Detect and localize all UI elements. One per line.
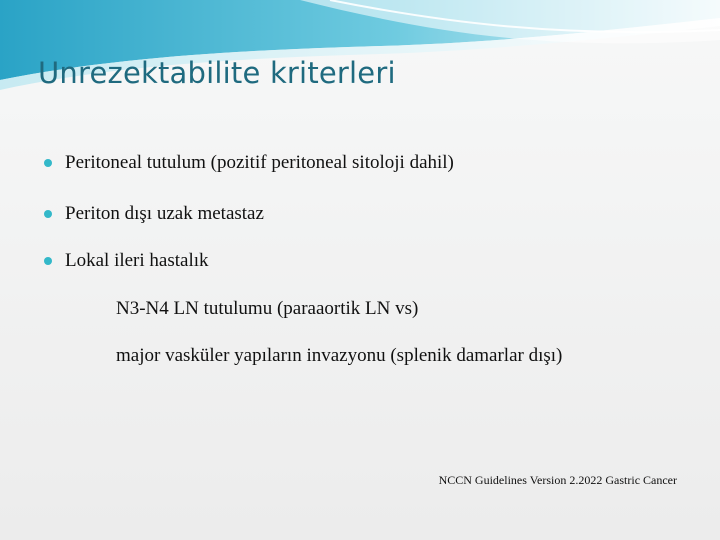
bullet-item <box>44 250 209 272</box>
bullet-item <box>44 203 264 225</box>
source-citation: NCCN Guidelines Version 2.2022 Gastric Cancer <box>438 473 677 487</box>
slide-title: Unrezektabilite kriterleri <box>38 56 396 90</box>
bullet-dot-icon <box>44 159 52 167</box>
bullet-dot-icon <box>44 257 52 265</box>
bullet-text: Peritoneal tutulum (pozitif peritoneal sitoloji dahil) <box>65 152 454 173</box>
bullet-item <box>44 152 454 174</box>
bullet-dot-icon <box>44 210 52 218</box>
sub-item: major vasküler yapıların invazyonu (splenik damarlar dışı) <box>116 345 563 366</box>
sub-item: N3-N4 LN tutulumu (paraaortik LN vs) <box>116 298 419 319</box>
bullet-text: Lokal ileri hastalık <box>65 250 209 271</box>
bullet-text: Periton dışı uzak metastaz <box>65 203 264 224</box>
